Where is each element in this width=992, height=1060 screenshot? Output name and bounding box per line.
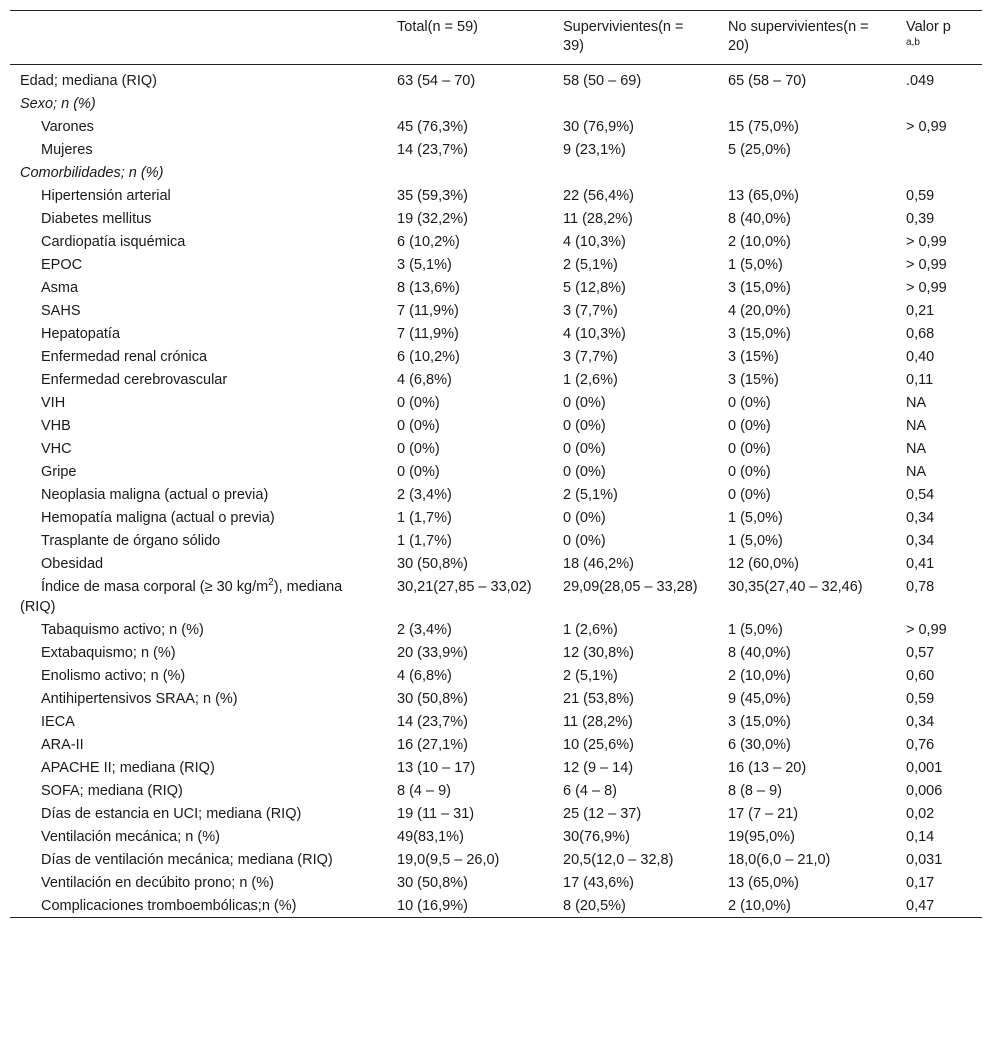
cell-survivors: 10 (25,6%) xyxy=(563,737,634,753)
header-p-value-footnote: a,b xyxy=(906,37,920,48)
cell-p-value: NA xyxy=(906,441,927,457)
cell-non-survivors: 0 (0%) xyxy=(728,441,771,457)
table-row xyxy=(10,848,982,871)
cell-survivors: 6 (4 – 8) xyxy=(563,783,617,799)
bmi-label-a: Índice de masa corporal (≥ 30 kg/m xyxy=(41,579,269,595)
cell-total: 2 (3,4%) xyxy=(397,622,452,638)
cell-non-survivors: 9 (45,0%) xyxy=(728,691,791,707)
table-row xyxy=(10,230,982,253)
cell-non-survivors: 1 (5,0%) xyxy=(728,622,783,638)
row-label: Días de estancia en UCI; mediana (RIQ) xyxy=(41,806,302,822)
table-row xyxy=(10,506,982,529)
row-label: Diabetes mellitus xyxy=(41,211,152,227)
row-label: ARA-II xyxy=(41,737,84,753)
table-row xyxy=(10,618,982,641)
table-row xyxy=(10,207,982,230)
row-label: Gripe xyxy=(41,464,77,480)
header-total: Total(n = 59) xyxy=(397,19,479,35)
cell-p-value: 0,78 xyxy=(906,579,935,595)
cell-p-value: 0,76 xyxy=(906,737,935,753)
row-label: Enolismo activo; n (%) xyxy=(41,668,186,684)
cell-non-survivors: 8 (40,0%) xyxy=(728,211,791,227)
cell-non-survivors: 6 (30,0%) xyxy=(728,737,791,753)
table-row xyxy=(10,664,982,687)
cell-survivors: 12 (9 – 14) xyxy=(563,760,634,776)
table-row xyxy=(10,733,982,756)
row-label: VHB xyxy=(41,418,71,434)
cell-total: 13 (10 – 17) xyxy=(397,760,476,776)
cell-total: 45 (76,3%) xyxy=(397,119,468,135)
cell-non-survivors: 30,35(27,40 – 32,46) xyxy=(728,579,863,595)
table-row-section xyxy=(10,161,982,184)
table-header-row xyxy=(10,11,982,65)
cell-total: 8 (13,6%) xyxy=(397,280,460,296)
table-row xyxy=(10,345,982,368)
table-row xyxy=(10,710,982,733)
cell-total: 19 (11 – 31) xyxy=(397,806,475,822)
row-label: Trasplante de órgano sólido xyxy=(41,533,221,549)
cell-total: 8 (4 – 9) xyxy=(397,783,451,799)
table-row xyxy=(10,414,982,437)
header-p-value-label: Valor p xyxy=(906,19,951,35)
row-label-bmi xyxy=(10,575,387,618)
cell-total: 14 (23,7%) xyxy=(397,714,468,730)
cell-p-value: 0,02 xyxy=(906,806,935,822)
cell-total: 20 (33,9%) xyxy=(397,645,468,661)
row-label: Mujeres xyxy=(41,142,93,158)
cell-non-survivors: 16 (13 – 20) xyxy=(728,760,807,776)
row-label: Obesidad xyxy=(41,556,104,572)
cell-p-value: 0,59 xyxy=(906,188,935,204)
cell-total: 0 (0%) xyxy=(397,395,440,411)
cell-total: 7 (11,9%) xyxy=(397,326,459,342)
table-row xyxy=(10,641,982,664)
cell-survivors: 4 (10,3%) xyxy=(563,234,626,250)
cell-total: 7 (11,9%) xyxy=(397,303,459,319)
cell-survivors: 0 (0%) xyxy=(563,441,606,457)
cell-survivors: 2 (5,1%) xyxy=(563,257,618,273)
cell-p-value: 0,006 xyxy=(906,783,943,799)
cell-survivors: 0 (0%) xyxy=(563,464,606,480)
cell-p-value: .049 xyxy=(906,73,935,89)
cell-non-survivors: 3 (15%) xyxy=(728,372,779,388)
table-row xyxy=(10,322,982,345)
row-label: IECA xyxy=(41,714,75,730)
table-row xyxy=(10,184,982,207)
cell-total: 49(83,1%) xyxy=(397,829,464,845)
cell-total: 1 (1,7%) xyxy=(397,510,452,526)
cell-total: 10 (16,9%) xyxy=(397,898,468,914)
row-label: Enfermedad cerebrovascular xyxy=(41,372,228,388)
cell-total: 19 (32,2%) xyxy=(397,211,468,227)
row-label: Varones xyxy=(41,119,94,135)
cell-p-value: 0,39 xyxy=(906,211,935,227)
cell-non-survivors: 3 (15,0%) xyxy=(728,714,791,730)
cell-p-value: 0,59 xyxy=(906,691,935,707)
cell-total: 19,0(9,5 – 26,0) xyxy=(397,852,500,868)
cell-survivors: 21 (53,8%) xyxy=(563,691,634,707)
cell-total: 30 (50,8%) xyxy=(397,875,468,891)
cell-non-survivors: 3 (15,0%) xyxy=(728,326,791,342)
header-survivors: Supervivientes(n = 39) xyxy=(563,19,684,54)
cell-survivors: 2 (5,1%) xyxy=(563,487,618,503)
cell-survivors: 22 (56,4%) xyxy=(563,188,634,204)
cell-survivors: 29,09(28,05 – 33,28) xyxy=(563,579,698,595)
cell-non-survivors: 4 (20,0%) xyxy=(728,303,791,319)
table-row xyxy=(10,138,982,161)
cell-p-value: 0,60 xyxy=(906,668,935,684)
cell-total: 2 (3,4%) xyxy=(397,487,452,503)
cell-non-survivors: 1 (5,0%) xyxy=(728,257,783,273)
row-label: Extabaquismo; n (%) xyxy=(41,645,176,661)
cell-non-survivors: 5 (25,0%) xyxy=(728,142,791,158)
cell-p-value: > 0,99 xyxy=(906,622,947,638)
cell-survivors: 18 (46,2%) xyxy=(563,556,634,572)
cell-total: 1 (1,7%) xyxy=(397,533,452,549)
cell-total: 30 (50,8%) xyxy=(397,691,468,707)
cell-survivors: 0 (0%) xyxy=(563,418,606,434)
row-label: Ventilación mecánica; n (%) xyxy=(41,829,220,845)
row-label: VHC xyxy=(41,441,72,457)
table-row xyxy=(10,779,982,802)
cell-p-value: NA xyxy=(906,418,927,434)
cell-survivors: 1 (2,6%) xyxy=(563,372,618,388)
cell-p-value: NA xyxy=(906,395,927,411)
cell-non-survivors: 1 (5,0%) xyxy=(728,533,783,549)
cell-total: 0 (0%) xyxy=(397,441,440,457)
cell-non-survivors: 15 (75,0%) xyxy=(728,119,799,135)
row-label: Hepatopatía xyxy=(41,326,121,342)
cell-p-value: 0,57 xyxy=(906,645,935,661)
cell-non-survivors: 19(95,0%) xyxy=(728,829,795,845)
bmi-label-superscript: 2 xyxy=(268,577,274,588)
cell-survivors: 3 (7,7%) xyxy=(563,349,618,365)
table-row xyxy=(10,552,982,575)
row-label: SOFA; mediana (RIQ) xyxy=(41,783,183,799)
cell-p-value: > 0,99 xyxy=(906,280,947,296)
cell-non-survivors: 0 (0%) xyxy=(728,395,771,411)
cell-survivors: 58 (50 – 69) xyxy=(563,73,642,89)
table-row xyxy=(10,575,982,618)
cell-survivors: 2 (5,1%) xyxy=(563,668,618,684)
cell-p-value: 0,17 xyxy=(906,875,935,891)
cell-non-survivors: 1 (5,0%) xyxy=(728,510,783,526)
cell-non-survivors: 13 (65,0%) xyxy=(728,188,799,204)
table-row-section xyxy=(10,92,982,115)
cell-survivors: 3 (7,7%) xyxy=(563,303,618,319)
cell-p-value: 0,34 xyxy=(906,714,935,730)
header-p-value xyxy=(896,11,982,65)
cell-p-value: 0,031 xyxy=(906,852,943,868)
cell-total: 0 (0%) xyxy=(397,418,440,434)
cell-total: 63 (54 – 70) xyxy=(397,73,476,89)
cell-p-value: > 0,99 xyxy=(906,119,947,135)
cell-non-survivors: 3 (15%) xyxy=(728,349,779,365)
row-label: APACHE II; mediana (RIQ) xyxy=(41,760,215,776)
table-row xyxy=(10,802,982,825)
cell-survivors: 30(76,9%) xyxy=(563,829,630,845)
row-label: Asma xyxy=(41,280,79,296)
cell-survivors: 4 (10,3%) xyxy=(563,326,626,342)
row-label: SAHS xyxy=(41,303,81,319)
table-row xyxy=(10,871,982,894)
cell-survivors: 20,5(12,0 – 32,8) xyxy=(563,852,674,868)
table-row xyxy=(10,687,982,710)
cell-survivors: 11 (28,2%) xyxy=(563,211,633,227)
section-label: Comorbilidades; n (%) xyxy=(20,165,164,181)
cell-total: 35 (59,3%) xyxy=(397,188,468,204)
cell-survivors: 8 (20,5%) xyxy=(563,898,626,914)
data-table xyxy=(10,10,982,918)
cell-p-value: 0,34 xyxy=(906,533,935,549)
cell-total: 3 (5,1%) xyxy=(397,257,452,273)
cell-survivors: 0 (0%) xyxy=(563,533,606,549)
table-row xyxy=(10,756,982,779)
cell-p-value: NA xyxy=(906,464,927,480)
table-row xyxy=(10,894,982,918)
cell-survivors: 17 (43,6%) xyxy=(563,875,634,891)
row-label: EPOC xyxy=(41,257,83,273)
cell-total: 30,21(27,85 – 33,02) xyxy=(397,579,532,595)
table-row xyxy=(10,276,982,299)
row-label: Edad; mediana (RIQ) xyxy=(20,73,158,89)
cell-non-survivors: 2 (10,0%) xyxy=(728,234,791,250)
row-label: Complicaciones tromboembólicas;n (%) xyxy=(41,898,297,914)
cell-p-value: 0,14 xyxy=(906,829,935,845)
row-label: Días de ventilación mecánica; mediana (RIQ) xyxy=(41,852,333,868)
cell-survivors: 30 (76,9%) xyxy=(563,119,634,135)
cell-total: 14 (23,7%) xyxy=(397,142,468,158)
row-label: Tabaquismo activo; n (%) xyxy=(41,622,204,638)
cell-non-survivors: 18,0(6,0 – 21,0) xyxy=(728,852,831,868)
cell-p-value: 0,41 xyxy=(906,556,935,572)
cell-total: 16 (27,1%) xyxy=(397,737,468,753)
cell-total: 4 (6,8%) xyxy=(397,372,452,388)
cell-non-survivors: 65 (58 – 70) xyxy=(728,73,807,89)
cell-non-survivors: 13 (65,0%) xyxy=(728,875,799,891)
cell-survivors: 0 (0%) xyxy=(563,510,606,526)
header-label xyxy=(10,11,387,65)
cell-non-survivors: 12 (60,0%) xyxy=(728,556,799,572)
row-label: Antihipertensivos SRAA; n (%) xyxy=(41,691,238,707)
table-row xyxy=(10,115,982,138)
table-row xyxy=(10,460,982,483)
table-row xyxy=(10,825,982,848)
cell-p-value: > 0,99 xyxy=(906,234,947,250)
row-label: Neoplasia maligna (actual o previa) xyxy=(41,487,269,503)
cell-p-value: 0,68 xyxy=(906,326,935,342)
cell-non-survivors: 2 (10,0%) xyxy=(728,898,791,914)
cell-survivors: 25 (12 – 37) xyxy=(563,806,642,822)
table-row xyxy=(10,65,982,93)
cell-non-survivors: 2 (10,0%) xyxy=(728,668,791,684)
cell-non-survivors: 8 (40,0%) xyxy=(728,645,791,661)
cell-non-survivors: 0 (0%) xyxy=(728,487,771,503)
row-label: Hipertensión arterial xyxy=(41,188,171,204)
cell-non-survivors: 0 (0%) xyxy=(728,418,771,434)
cell-p-value: 0,47 xyxy=(906,898,935,914)
row-label: Cardiopatía isquémica xyxy=(41,234,186,250)
cell-survivors: 9 (23,1%) xyxy=(563,142,626,158)
table-row xyxy=(10,368,982,391)
row-label: VIH xyxy=(41,395,66,411)
cell-survivors: 12 (30,8%) xyxy=(563,645,634,661)
table-row xyxy=(10,437,982,460)
cell-survivors: 11 (28,2%) xyxy=(563,714,633,730)
cell-p-value: 0,54 xyxy=(906,487,935,503)
cell-non-survivors: 0 (0%) xyxy=(728,464,771,480)
cell-p-value: 0,11 xyxy=(906,372,934,388)
row-label: Ventilación en decúbito prono; n (%) xyxy=(41,875,274,891)
cell-survivors: 0 (0%) xyxy=(563,395,606,411)
header-non-survivors: No supervivientes(n = 20) xyxy=(728,19,869,54)
table-row xyxy=(10,529,982,552)
table-row xyxy=(10,483,982,506)
cell-non-survivors: 17 (7 – 21) xyxy=(728,806,799,822)
cell-p-value: 0,40 xyxy=(906,349,935,365)
cell-non-survivors: 3 (15,0%) xyxy=(728,280,791,296)
row-label: Enfermedad renal crónica xyxy=(41,349,208,365)
cell-survivors: 1 (2,6%) xyxy=(563,622,618,638)
row-label: Hemopatía maligna (actual o previa) xyxy=(41,510,275,526)
bmi-label-b: ), mediana (RIQ) xyxy=(20,579,343,615)
cell-total: 0 (0%) xyxy=(397,464,440,480)
cell-total: 6 (10,2%) xyxy=(397,349,460,365)
cell-survivors: 5 (12,8%) xyxy=(563,280,626,296)
cell-total: 4 (6,8%) xyxy=(397,668,452,684)
cell-p-value: 0,21 xyxy=(906,303,935,319)
cell-total: 30 (50,8%) xyxy=(397,556,468,572)
cell-p-value: 0,001 xyxy=(906,760,943,776)
cell-non-survivors: 8 (8 – 9) xyxy=(728,783,782,799)
table-row xyxy=(10,253,982,276)
section-label: Sexo; n (%) xyxy=(20,96,96,112)
cell-p-value: > 0,99 xyxy=(906,257,947,273)
table-row xyxy=(10,391,982,414)
cell-p-value xyxy=(896,138,982,161)
table-row xyxy=(10,299,982,322)
cell-p-value: 0,34 xyxy=(906,510,935,526)
cell-total: 6 (10,2%) xyxy=(397,234,460,250)
